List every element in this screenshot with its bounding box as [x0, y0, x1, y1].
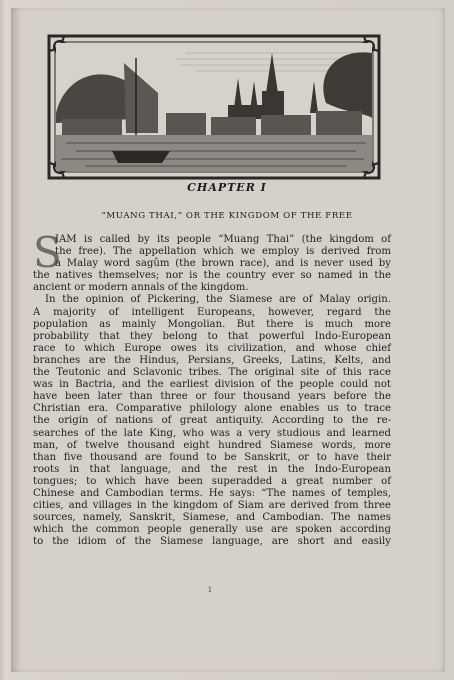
text-line: the origin of nations of great antiquity. According to the re- — [33, 415, 391, 427]
text-line: race to which Europe owes its civilization, and whose chief — [33, 342, 391, 354]
text-line: to the idiom of the Siamese language, are short and easily — [33, 536, 391, 548]
text-line: Chinese and Cambodian terms. He says: “The names of temples, — [33, 487, 391, 499]
text-line: tongues; to which have been superadded a great number of — [33, 475, 391, 487]
drop-cap: S — [33, 228, 62, 277]
text-line: probability that they belong to that powerful Indo-European — [33, 330, 391, 342]
text-line: a Malay word sagûm (the brown race), and is never used by — [55, 258, 391, 270]
text-line: was in Bactria, and the earliest division of the people could not — [33, 379, 391, 391]
text-line: A majority of intelligent Europeans, however, regard the — [33, 306, 391, 318]
text-line: IAM is called by its people “Muang Thai” (the kingdom of — [55, 234, 391, 245]
text-line: searches of the late King, who was a very studious and learned — [33, 427, 391, 439]
text-line: branches are the Hindus, Persians, Greeks, Latins, Kelts, and — [33, 354, 391, 366]
text-line: Christian era. Comparative philology alone enables us to trace — [33, 403, 391, 415]
chapter-title: “MUANG THAI,” OR THE KINGDOM OF THE FREE — [101, 211, 353, 221]
text-line: the natives themselves; nor is the country ever so named in the — [33, 270, 391, 282]
spine-shadow — [11, 8, 21, 672]
bangkok-river-vignette — [46, 33, 382, 181]
text-line: which the common people generally use are spoken according — [33, 524, 391, 536]
text-line: In the opinion of Pickering, the Siamese are of Malay origin. — [45, 294, 391, 306]
text-line: roots in that language, and the rest in the Indo-European — [33, 463, 391, 475]
text-line: man, of twelve thousand eight hundred Siamese words, more — [33, 439, 391, 451]
text-line: the free). The appellation which we employ is derived from — [55, 246, 391, 258]
text-line: the Teutonic and Sclavonic tribes. The original site of this race — [33, 367, 391, 379]
body-text — [33, 228, 391, 548]
text-line: sources, namely, Sanskrit, Siamese, and Cambodian. The names — [33, 512, 391, 524]
text-line: population as mainly Mongolian. But there is much more — [33, 318, 391, 330]
text-line: have been later than three or four thousand years before the — [33, 391, 391, 403]
text-line: ancient or modern annals of the kingdom. — [33, 282, 249, 294]
chapter-heading: CHAPTER I — [187, 181, 267, 194]
text-line: than five thousand are found to be Sanskrit, or to have their — [33, 451, 391, 463]
page-number: 1 — [207, 586, 213, 594]
text-line: cities, and villages in the kingdom of Siam are derived from three — [33, 500, 391, 512]
